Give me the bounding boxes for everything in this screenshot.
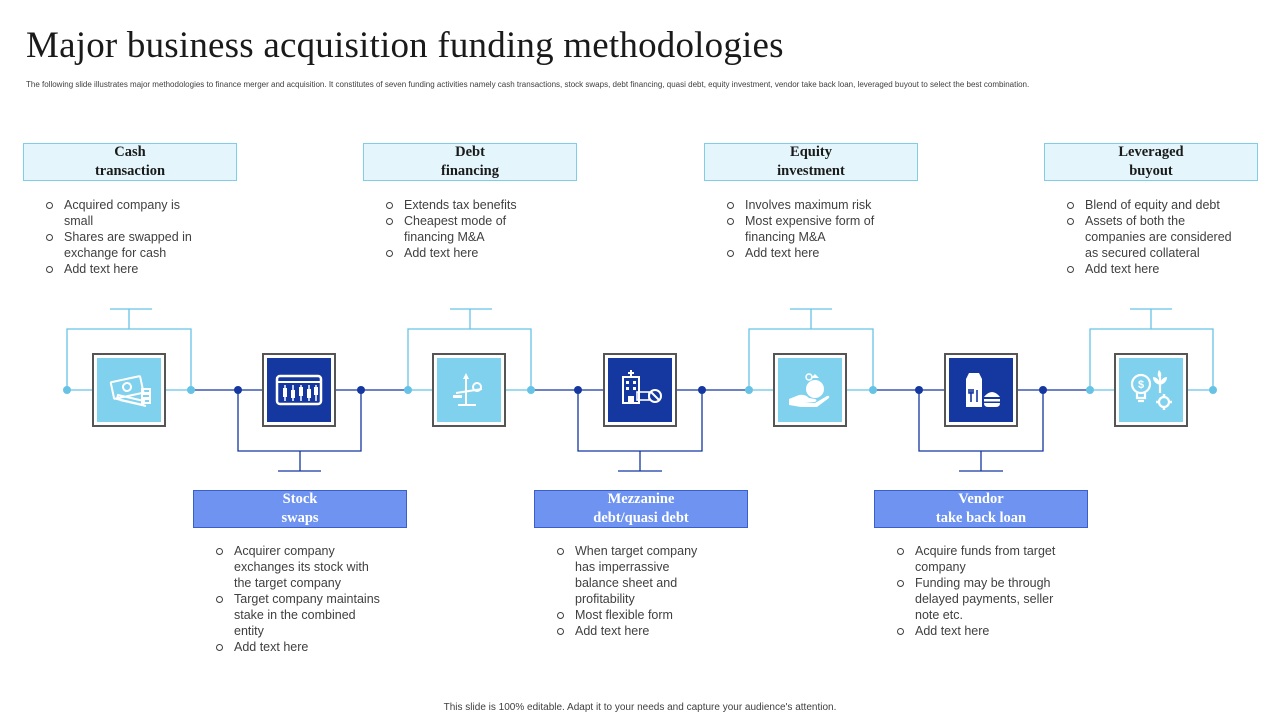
list-item: Add text here [726, 245, 896, 261]
page-subtitle: The following slide illustrates major methodologies to finance merger and acquisition. It constitutes of seven funding activities namely cash transactions, stock swaps, debt financing, quasi debt, equity investment, vendor take back loan, leveraged buyout to select the best combination. [26, 80, 1030, 89]
balance-scale-icon-box [432, 353, 506, 427]
bulb-plant-gear-icon [1126, 365, 1176, 415]
label-vendor-loan: Vendor take back loan [874, 490, 1088, 528]
list-item: Most flexible form [556, 607, 716, 623]
list-item: Add text here [896, 623, 1071, 639]
bullets-leveraged-buyout [1066, 197, 1236, 277]
list-item: Add text here [45, 261, 205, 277]
list-item: Cheapest mode of financing M&A [385, 213, 535, 245]
label-stock-swaps: Stock swaps [193, 490, 407, 528]
cash-icon-box [92, 353, 166, 427]
bullets-mezzanine-debt [556, 543, 716, 639]
hand-money-bag-icon-box [773, 353, 847, 427]
bulb-plant-gear-icon-box [1114, 353, 1188, 427]
hospital-money-icon [615, 365, 665, 415]
list-item: Assets of both the companies are considered as secured collateral [1066, 213, 1236, 261]
stock-chart-icon-box [262, 353, 336, 427]
list-item: Acquirer company exchanges its stock with the target company [215, 543, 385, 591]
list-item: Most expensive form of financing M&A [726, 213, 896, 245]
label-debt-financing: Debt financing [363, 143, 577, 181]
list-item: Extends tax benefits [385, 197, 535, 213]
cash-icon [104, 365, 154, 415]
label-mezzanine-debt: Mezzanine debt/quasi debt [534, 490, 748, 528]
label-equity-investment: Equity investment [704, 143, 918, 181]
list-item: Blend of equity and debt [1066, 197, 1236, 213]
balance-scale-icon [444, 365, 494, 415]
food-delivery-icon [956, 365, 1006, 415]
list-item: Acquire funds from target company [896, 543, 1071, 575]
hand-money-bag-icon [785, 365, 835, 415]
list-item: Add text here [556, 623, 716, 639]
list-item: Add text here [385, 245, 535, 261]
stock-chart-icon [274, 365, 324, 415]
footer-note: This slide is 100% editable. Adapt it to your needs and capture your audience's attention. [443, 702, 837, 713]
food-delivery-icon-box [944, 353, 1018, 427]
list-item: Add text here [215, 639, 385, 655]
label-cash-transaction: Cash transaction [23, 143, 237, 181]
label-leveraged-buyout: Leveraged buyout [1044, 143, 1258, 181]
bullets-debt-financing [385, 197, 535, 261]
list-item: Add text here [1066, 261, 1236, 277]
bullets-cash-transaction [45, 197, 205, 277]
bullets-equity-investment [726, 197, 896, 261]
hospital-money-icon-box [603, 353, 677, 427]
bullets-stock-swaps [215, 543, 385, 655]
list-item: Involves maximum risk [726, 197, 896, 213]
list-item: Acquired company is small [45, 197, 205, 229]
list-item: Funding may be through delayed payments, seller note etc. [896, 575, 1071, 623]
list-item: When target company has imperrassive balance sheet and profitability [556, 543, 716, 607]
svg-text:$: $ [1137, 379, 1145, 391]
list-item: Target company maintains stake in the combined entity [215, 591, 385, 639]
bullets-vendor-loan [896, 543, 1071, 639]
page-title: Major business acquisition funding methodologies [26, 25, 784, 66]
list-item: Shares are swapped in exchange for cash [45, 229, 205, 261]
